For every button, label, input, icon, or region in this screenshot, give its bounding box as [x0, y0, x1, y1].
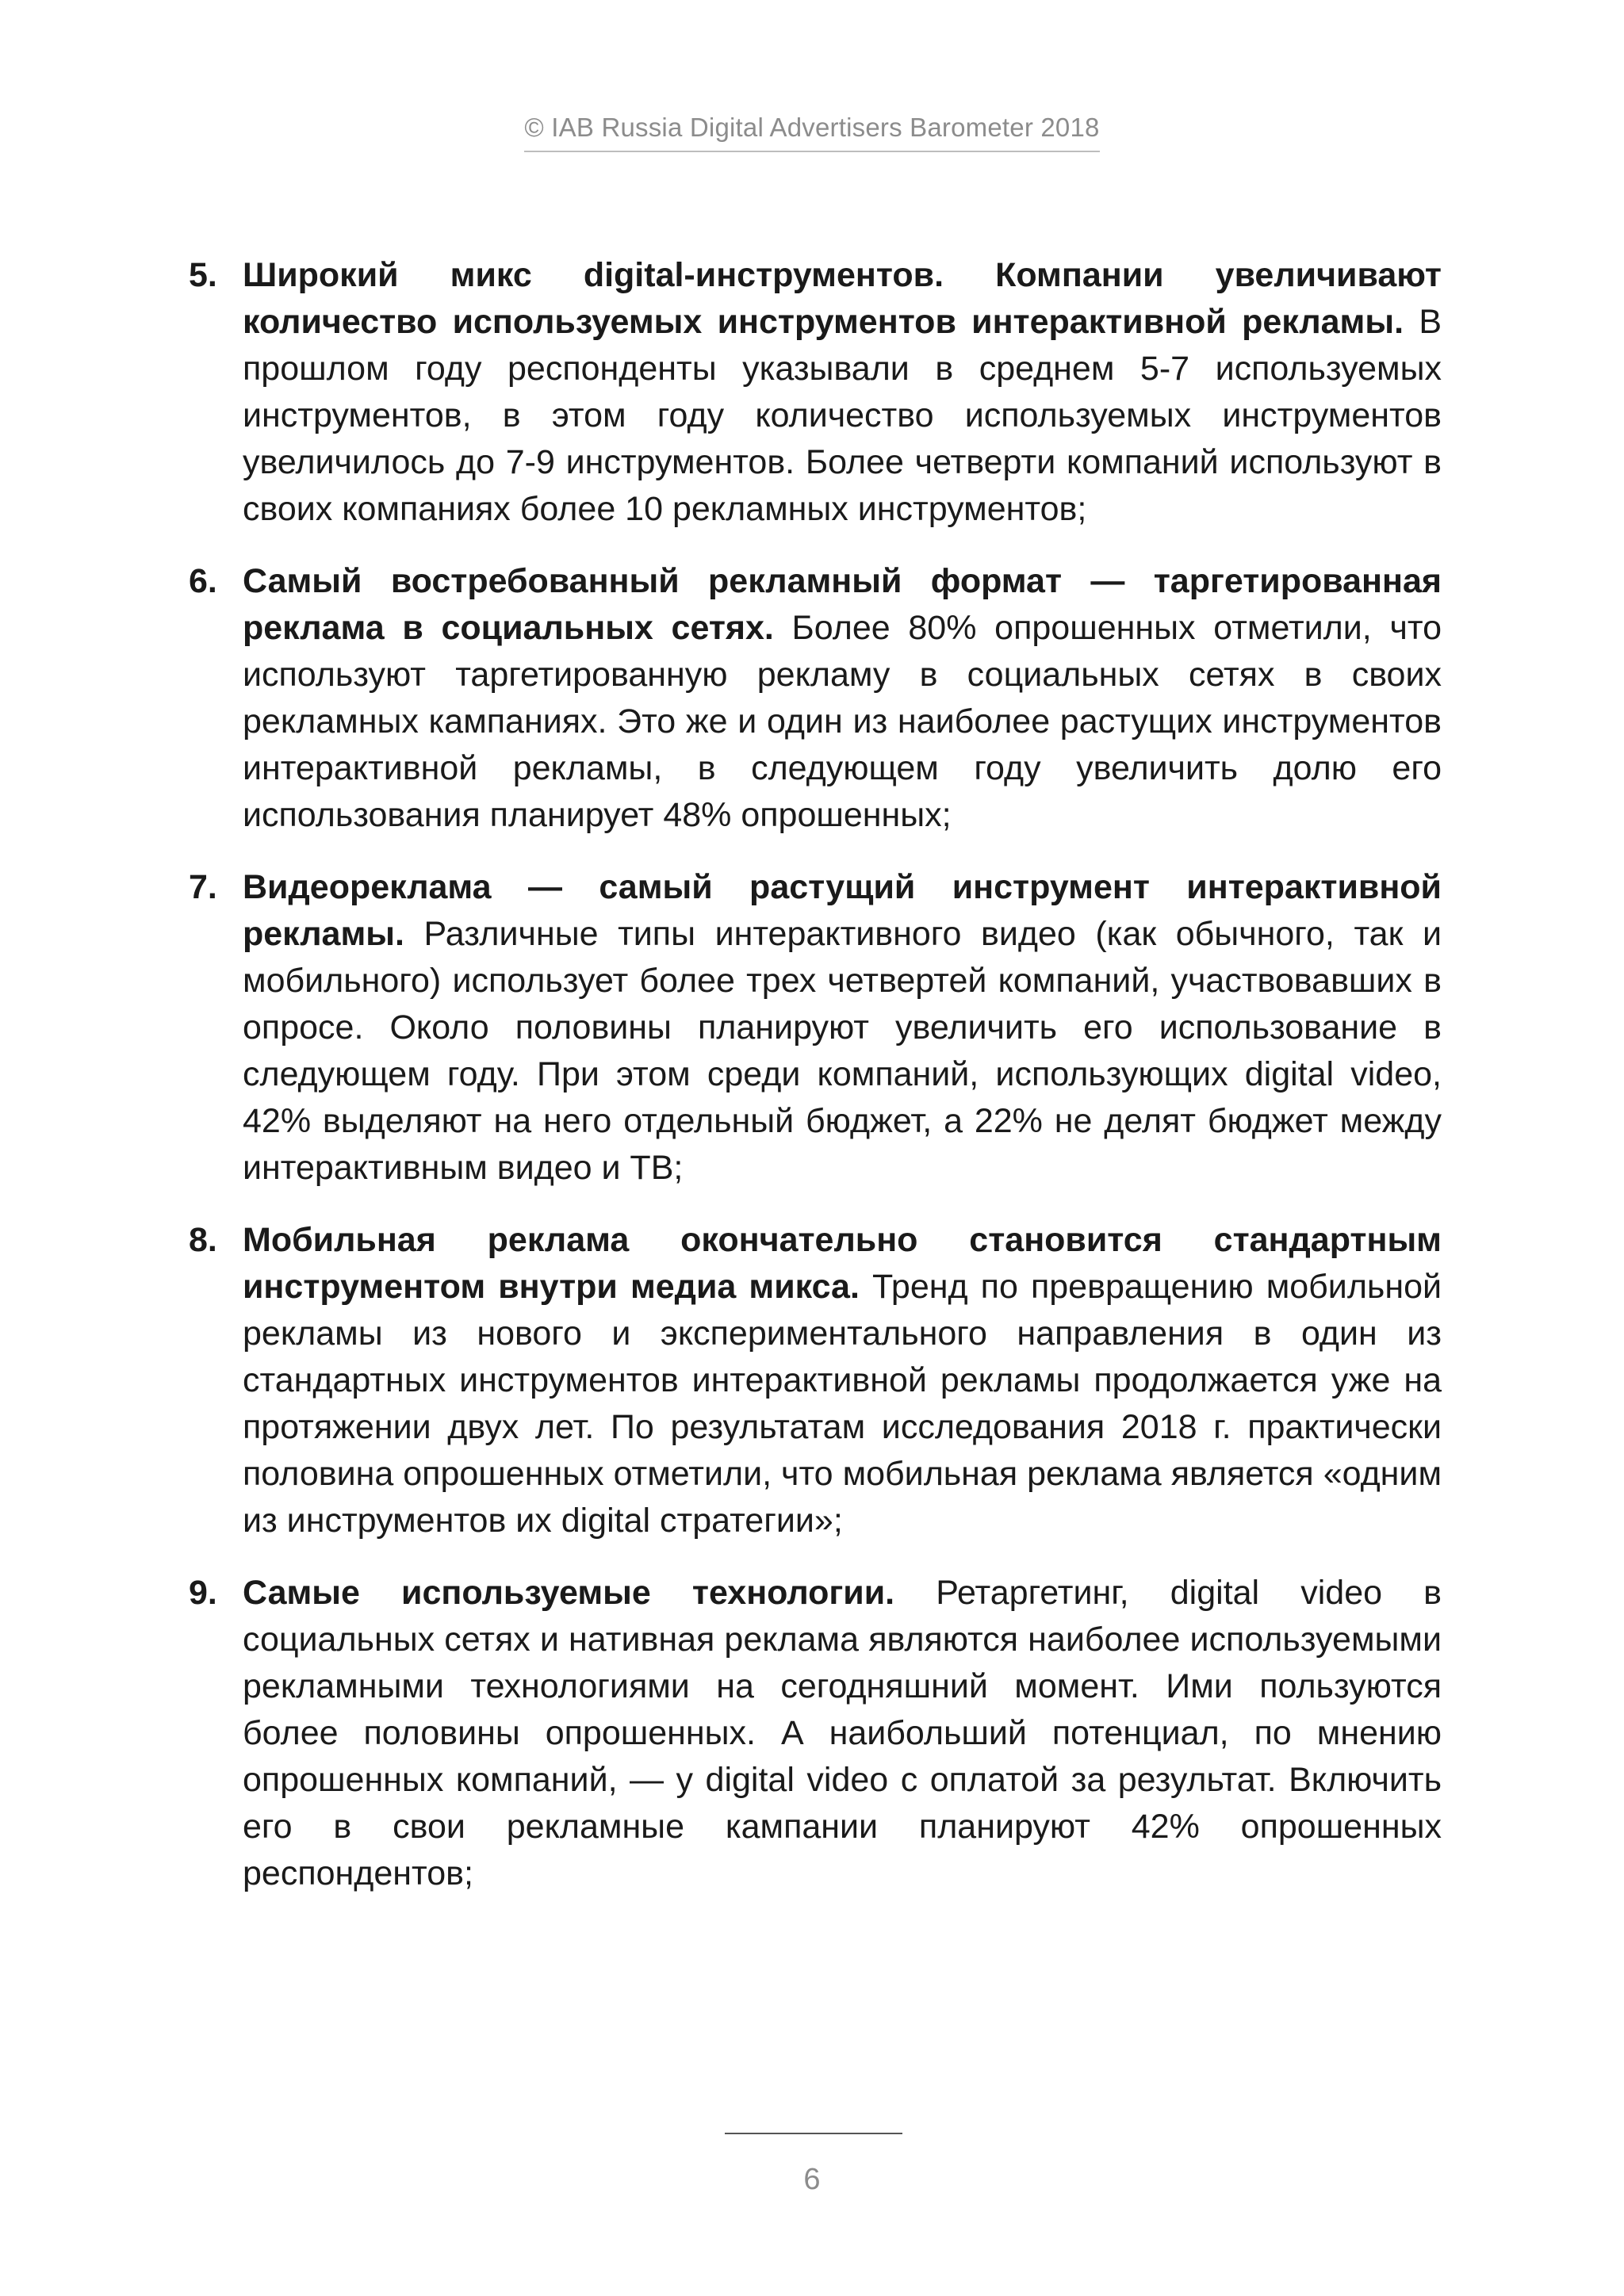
list-item	[189, 1217, 1442, 1544]
item-number: 5.	[189, 256, 217, 294]
list-item	[189, 252, 1442, 533]
header-copyright: © IAB Russia Digital Advertisers Barometer 2018	[524, 113, 1099, 152]
item-lead: Самый востребованный рекламный формат — таргетированная реклама в социальных сетях.	[243, 562, 1442, 647]
item-body: Ретаргетинг, digital video в социальных сетях и нативная реклама являются наиболее используемыми рекламными технологиями на сегодняшний момент. Ими пользуются более половины опрошенных. А наибольший потенциал, по мнению опрошенных компаний, — у digital video с оплатой за результат. Включить его в свои рекламные кампании планируют 42% опрошенных респондентов;	[243, 1574, 1442, 1892]
item-number: 6.	[189, 562, 217, 600]
item-number: 8.	[189, 1221, 217, 1259]
item-lead: Широкий микс digital-инструментов. Компании увеличивают количество используемых инструментов интерактивной рекламы.	[243, 256, 1442, 341]
item-body: Более 80% опрошенных отметили, что используют таргетированную рекламу в социальных сетях в своих рекламных кампаниях. Это же и один из наиболее растущих инструментов интерактивной рекламы, в следующем году увеличить долю его использования планирует 48% опрошенных;	[243, 609, 1442, 834]
list-item	[189, 864, 1442, 1192]
item-body: Различные типы интерактивного видео (как обычного, так и мобильного) использует более трех четвертей компаний, участвовавших в опросе. Около половины планируют увеличить его использование в следующем году. При этом среди компаний, использующих digital video, 42% выделяют на него отдельный бюджет, а 22% не делят бюджет между интерактивным видео и ТВ;	[243, 915, 1442, 1187]
item-number: 7.	[189, 868, 217, 906]
item-body: Тренд по превращению мобильной рекламы из нового и экспериментального направления в один из стандартных инструментов интерактивной рекламы продолжается уже на протяжении двух лет. По результатам исследования 2018 г. практически половина опрошенных отметили, что мобильная реклама является «одним из инструментов их digital стратегии»;	[243, 1268, 1442, 1540]
item-lead: Самые используемые технологии.	[243, 1574, 895, 1612]
list-item	[189, 558, 1442, 839]
footer-divider	[725, 2133, 902, 2134]
list-item	[189, 1570, 1442, 1897]
page-header	[0, 113, 1624, 152]
item-lead: Видеореклама — самый растущий инструмент интерактивной рекламы.	[243, 868, 1442, 953]
page-content	[189, 252, 1442, 1923]
item-number: 9.	[189, 1574, 217, 1612]
findings-list	[189, 252, 1442, 1897]
page-number: 6	[803, 2163, 821, 2196]
item-body: В прошлом году респонденты указывали в среднем 5-7 используемых инструментов, в этом году количество используемых инструментов увеличилось до 7-9 инструментов. Более четверти компаний используют в своих компаниях более 10 рекламных инструментов;	[243, 303, 1442, 528]
item-lead: Мобильная реклама окончательно становится стандартным инструментом внутри медиа микса.	[243, 1221, 1442, 1306]
